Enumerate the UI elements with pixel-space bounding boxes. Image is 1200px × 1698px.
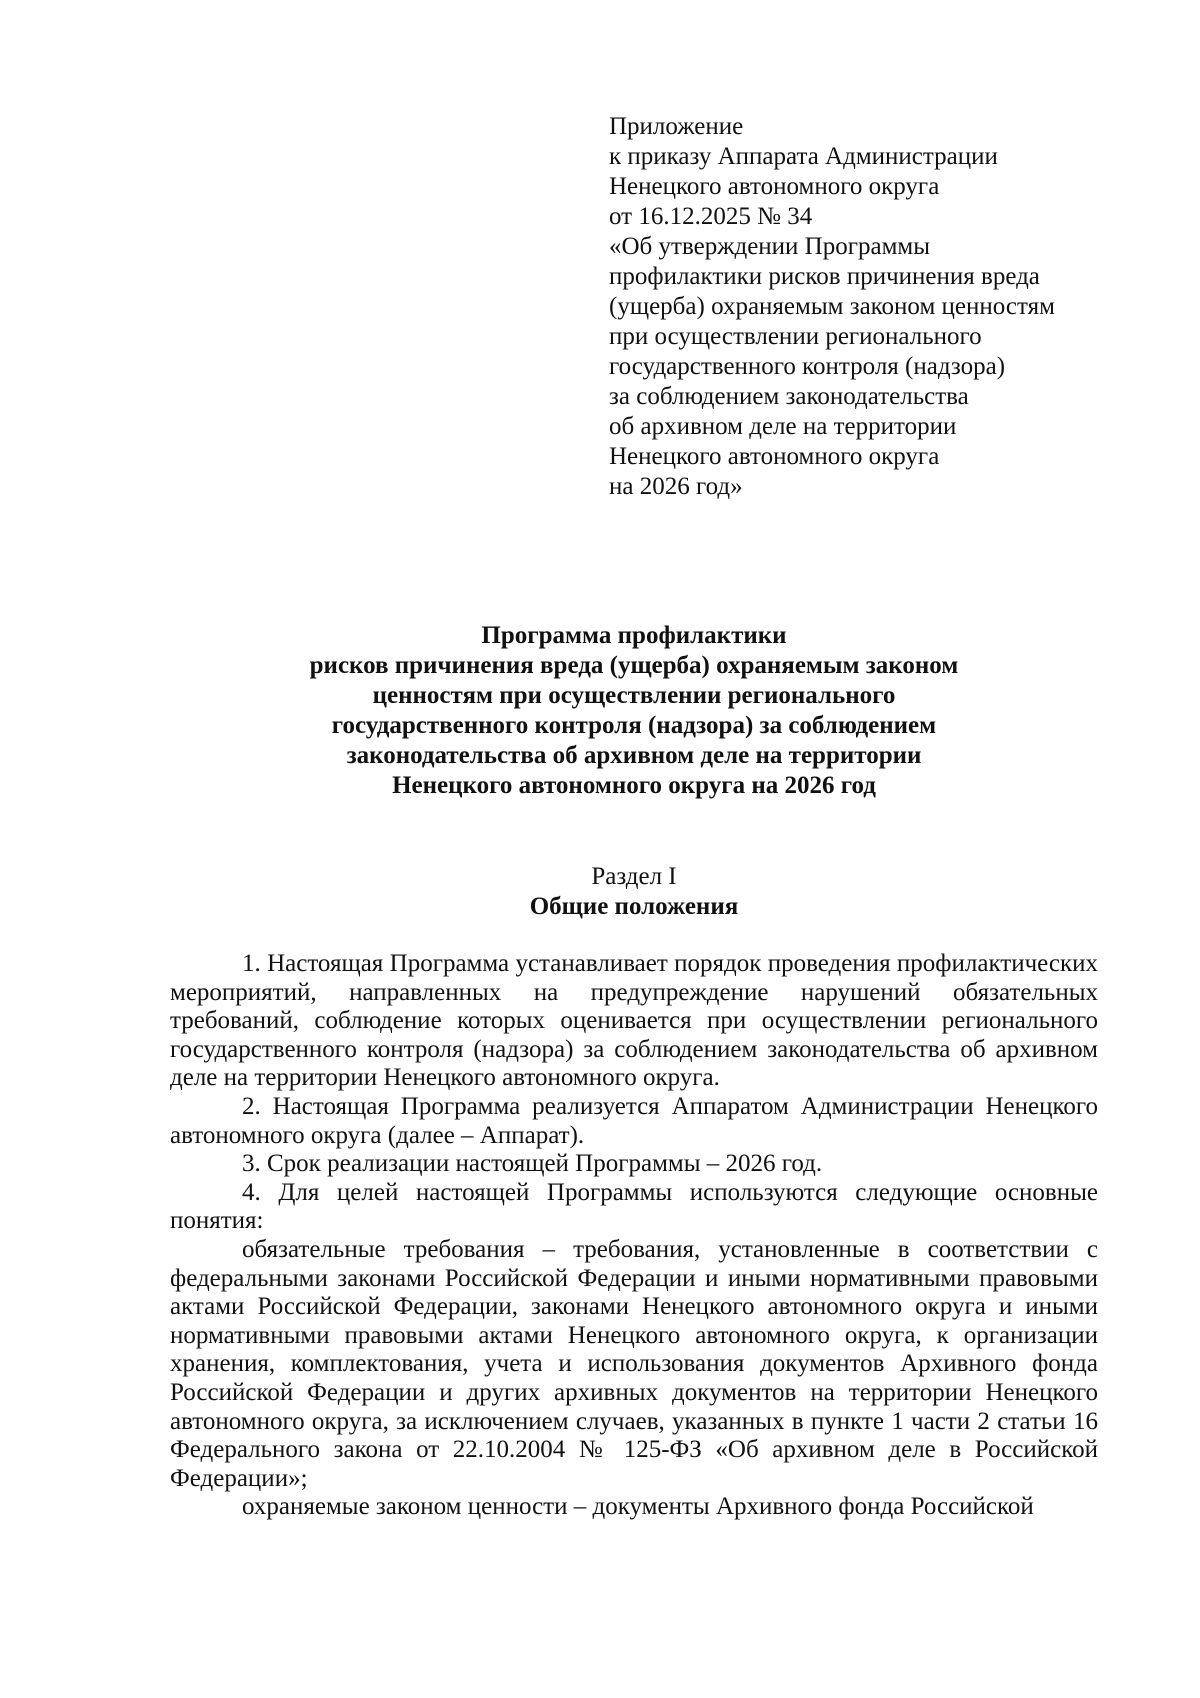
appendix-line: профилактики рисков причинения вреда — [609, 263, 1040, 290]
definition-paragraph: обязательные требования – требования, установленные в соответствии с федеральными законами Российской Федерации и иными нормативными правовыми актами Российской Федерации, законами Ненецкого автономного округа и иными нормативными правовыми актами Ненецкого автономного округа, к организации хранения, комплектования, учета и использования документов Архивного фонда Российской Федерации и других архивных документов на территории Ненецкого автономного округа, за исключением случаев, указанных в пункте 1 части 2 статьи 16 Федерального закона от 22.10.2004 № 125-ФЗ «Об архивном деле в Российской Федерации»; — [170, 1235, 1098, 1492]
appendix-line: Ненецкого автономного округа — [609, 173, 940, 200]
appendix-line: от 16.12.2025 № 34 — [609, 203, 813, 230]
appendix-line: «Об утверждении Программы — [609, 233, 931, 260]
program-title-line: рисков причинения вреда (ущерба) охраняемым законом — [309, 652, 959, 679]
program-title — [170, 621, 1098, 801]
paragraph: 1. Настоящая Программа устанавливает порядок проведения профилактических мероприятий, направленных на предупреждение нарушений обязательных требований, соблюдение которых оценивается при осуществлении регионального государственного контроля (надзора) за соблюдением законодательства об архивном деле на территории Ненецкого автономного округа. — [170, 950, 1098, 1092]
appendix-line: за соблюдением законодательства — [609, 383, 969, 410]
appendix-block — [609, 112, 1079, 502]
program-title-line: Программа профилактики — [481, 622, 787, 649]
appendix-line: государственного контроля (надзора) — [609, 353, 1006, 380]
program-title-line: законодательства об архивном деле на территории — [346, 742, 922, 769]
appendix-line: об архивном деле на территории — [609, 413, 957, 440]
section-heading — [170, 862, 1098, 922]
body-text — [170, 950, 1098, 1522]
paragraph: 4. Для целей настоящей Программы используются следующие основные понятия: — [170, 1178, 1098, 1235]
paragraph: 2. Настоящая Программа реализуется Аппаратом Администрации Ненецкого автономного округа (далее – Аппарат). — [170, 1092, 1098, 1149]
appendix-line: к приказу Аппарата Администрации — [609, 143, 998, 170]
appendix-line: при осуществлении регионального — [609, 323, 982, 350]
appendix-line: Ненецкого автономного округа — [609, 443, 940, 470]
section-label: Раздел I — [591, 863, 677, 890]
paragraph: 3. Срок реализации настоящей Программы – 2026 год. — [242, 1150, 823, 1178]
appendix-line: на 2026 год» — [609, 473, 743, 500]
definition-paragraph: охраняемые законом ценности – документы Архивного фонда Российской — [242, 1493, 1034, 1521]
appendix-line: (ущерба) охраняемым законом ценностям — [609, 293, 1055, 320]
section-title: Общие положения — [529, 893, 739, 920]
program-title-line: Ненецкого автономного округа на 2026 год — [392, 772, 876, 799]
program-title-line: государственного контроля (надзора) за соблюдением — [331, 712, 937, 739]
program-title-line: ценностям при осуществлении регионального — [372, 682, 896, 709]
appendix-line: Приложение — [609, 113, 744, 140]
